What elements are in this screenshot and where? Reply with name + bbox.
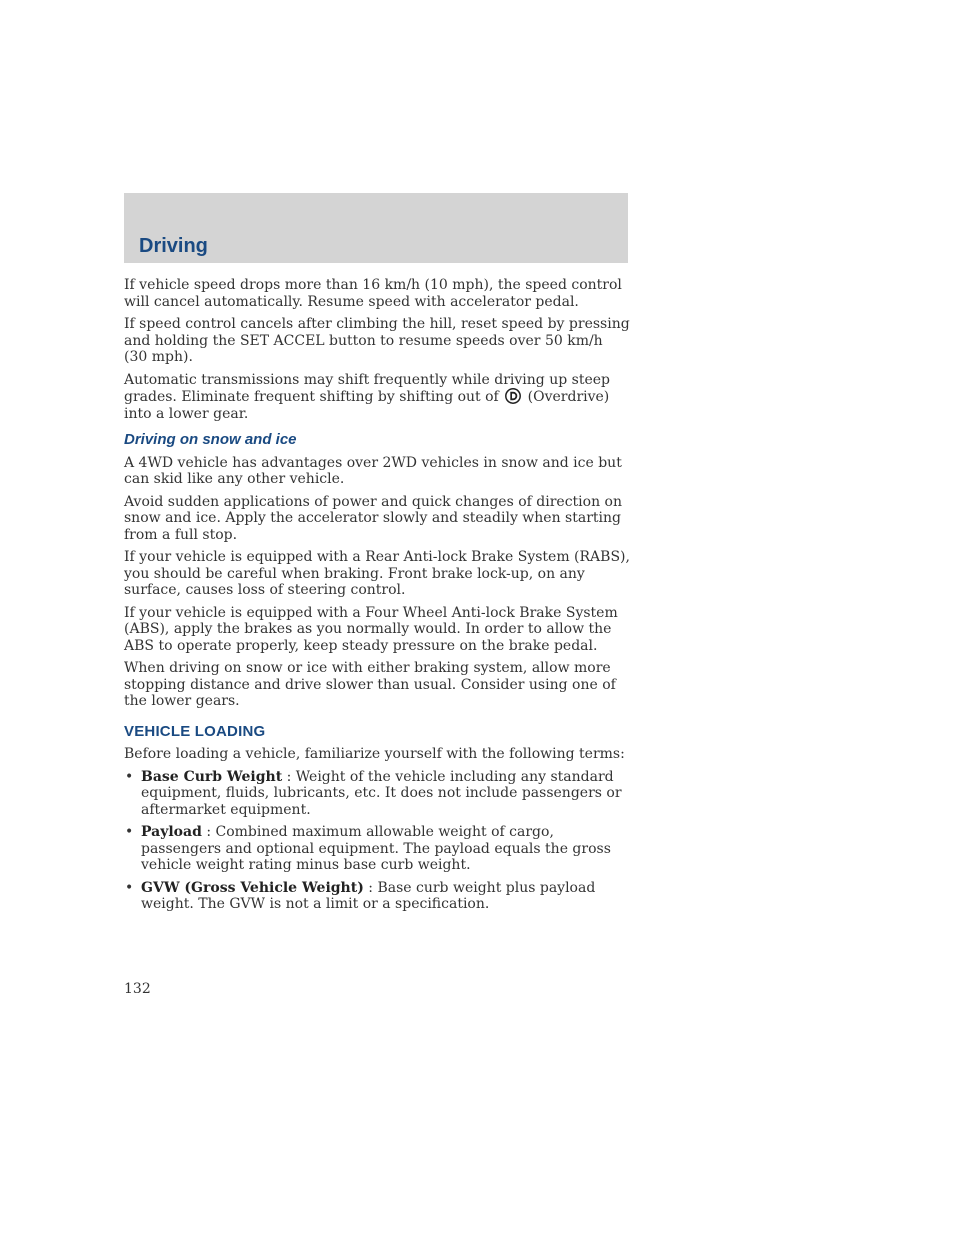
page-number: 132 [124, 981, 151, 997]
paragraph-braking-distance: When driving on snow or ice with either braking system, allow more stopping distance and drive slower than usual. Consider using one of the lower gears. [124, 660, 616, 709]
overdrive-text-after: (Overdrive) into a lower gear. [124, 389, 610, 422]
paragraph-loading-intro: Before loading a vehicle, familiarize yourself with the following terms: [124, 746, 625, 762]
paragraph-abs: If your vehicle is equipped with a Four Wheel Anti-lock Brake System (ABS), apply the brakes as you normally would. In order to allow the ABS to operate properly, keep steady pressure on the brake pedal. [124, 604, 618, 654]
list-item [124, 880, 630, 913]
list-item [124, 824, 630, 874]
heading-vehicle-loading: VEHICLE LOADING [124, 722, 266, 740]
term-label: Base Curb Weight [141, 768, 283, 785]
subheading-snow-ice: Driving on snow and ice [124, 431, 297, 448]
paragraph-4wd: A 4WD vehicle has advantages over 2WD vehicles in snow and ice but can skid like any other vehicle. [124, 454, 622, 487]
term-definition: : Base curb weight plus payload weight. The GVW is not a limit or a specification. [141, 879, 596, 912]
loading-terms-list [124, 769, 630, 913]
page-content [124, 277, 630, 919]
term-definition: : Combined maximum allowable weight of cargo, passengers and optional equipment. The payload equals the gross vehicle weight rating minus base curb weight. [141, 824, 611, 873]
bullet-dot: • [125, 824, 134, 840]
term-definition: : Weight of the vehicle including any standard equipment, fluids, lubricants, etc. It does not include passengers or aftermarket equipment. [141, 768, 622, 818]
paragraph-speed-drop: If vehicle speed drops more than 16 km/h (10 mph), the speed control will cancel automatically. Resume speed with accelerator pedal. [124, 277, 622, 310]
overdrive-d-icon [505, 388, 521, 404]
term-label: GVW (Gross Vehicle Weight) [141, 879, 364, 896]
bullet-dot: • [125, 768, 134, 785]
paragraph-rabs: If your vehicle is equipped with a Rear Anti-lock Brake System (RABS), you should be careful when braking. Front brake lock-up, on any surface, causes loss of steering control. [124, 549, 630, 598]
paragraph-avoid-sudden: Avoid sudden applications of power and quick changes of direction on snow and ice. Apply the accelerator slowly and steadily when starting from a full stop. [124, 493, 622, 543]
term-label: Payload [141, 824, 202, 840]
paragraph-overdrive [124, 372, 630, 423]
list-item [124, 769, 630, 819]
overdrive-text-before: Automatic transmissions may shift frequently while driving up steep grades. Eliminate frequent shifting by shifting out of [124, 371, 610, 405]
bullet-dot: • [125, 879, 134, 896]
paragraph-speed-reset: If speed control cancels after climbing the hill, reset speed by pressing and holding the SET ACCEL button to resume speeds over 50 km/h (30 mph). [124, 316, 630, 365]
section-title: Driving [139, 235, 208, 257]
section-header-band [124, 193, 628, 263]
